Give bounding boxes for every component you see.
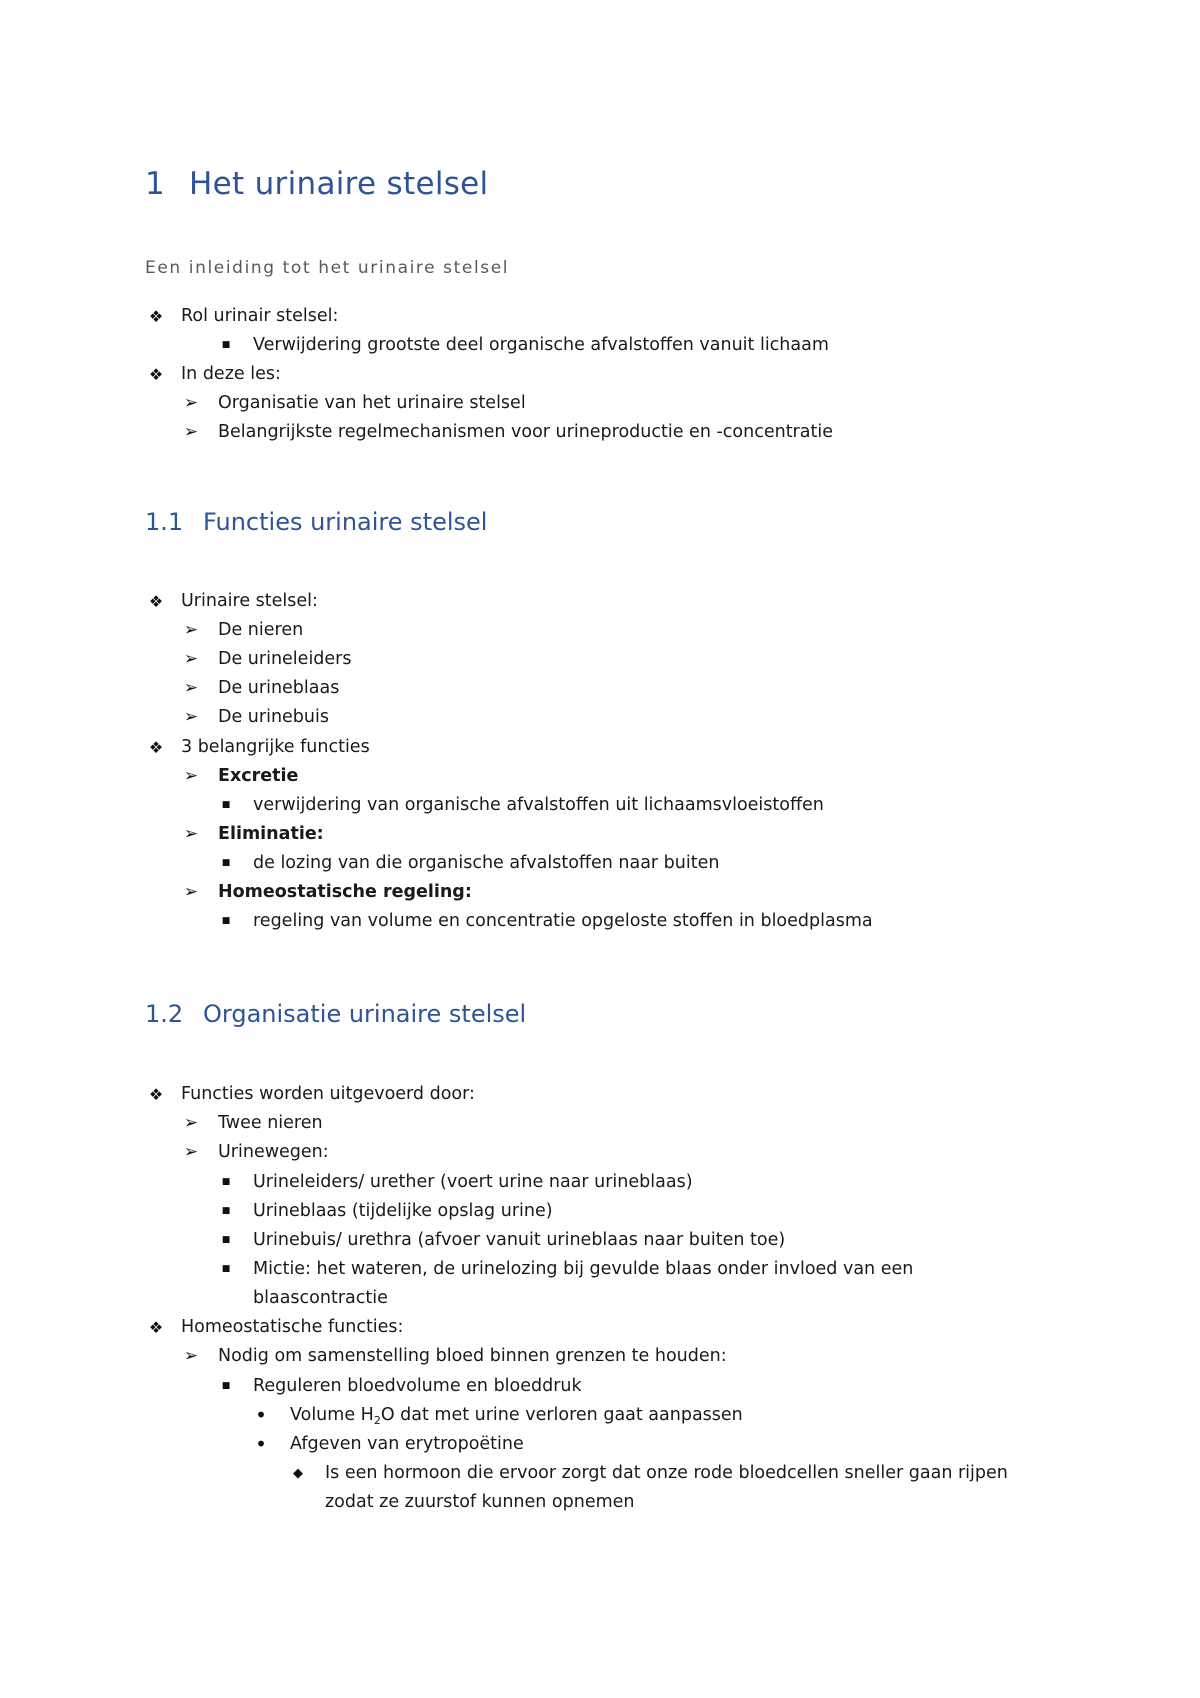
list-item-text: Urinebuis/ urethra (afvoer vanuit urineblaas naar buiten toe) (253, 1230, 786, 1250)
chapter-number: 1 (145, 166, 166, 202)
subscript-two: 2 (373, 1414, 381, 1427)
square-bullet-icon: ■ (221, 1264, 231, 1274)
square-bullet-icon: ■ (221, 1381, 231, 1391)
volume-text-end: O dat met urine verloren gaat aanpassen (380, 1405, 743, 1425)
list-item-text: Functies worden uitgevoerd door: (181, 1084, 475, 1104)
section-number: 1.2 (145, 1000, 184, 1028)
diamond-bullet-icon: ◆ (293, 1466, 303, 1481)
square-bullet-icon: ■ (221, 1206, 231, 1216)
square-bullet-icon: ■ (221, 340, 231, 350)
list-item-text: Homeostatische functies: (181, 1317, 404, 1337)
list-item-text: De nieren (218, 620, 304, 640)
list-item-text: regeling van volume en concentratie opgeloste stoffen in bloedplasma (253, 911, 873, 931)
arrow-bullet-icon: ➢ (183, 882, 199, 902)
section-heading (145, 508, 487, 536)
list-item-text: Verwijdering grootste deel organische afvalstoffen vanuit lichaam (253, 335, 829, 355)
list-item-text: Belangrijkste regelmechanismen voor urineproductie en -concentratie (218, 422, 833, 442)
square-bullet-icon: ■ (221, 800, 231, 810)
list-item-text: Homeostatische regeling: (218, 882, 472, 902)
square-bullet-icon: ■ (221, 858, 231, 868)
list-item-text: De urineblaas (218, 678, 340, 698)
list-item-text: zodat ze zuurstof kunnen opnemen (325, 1492, 635, 1512)
arrow-bullet-icon: ➢ (183, 1346, 199, 1366)
volume-text-start: Volume H (290, 1405, 374, 1425)
list-item-text: Afgeven van erytropoëtine (290, 1434, 524, 1454)
list-item-text: Reguleren bloedvolume en bloeddruk (253, 1376, 582, 1396)
list-item-text: Urineblaas (tijdelijke opslag urine) (253, 1201, 553, 1221)
square-bullet-icon: ■ (221, 1177, 231, 1187)
star-bullet-icon: ❖ (148, 592, 164, 611)
section-title: Functies urinaire stelsel (203, 508, 488, 536)
star-bullet-icon: ❖ (148, 1318, 164, 1337)
section-heading (145, 1000, 526, 1028)
dot-bullet-icon: • (255, 1403, 267, 1427)
chapter-title: Het urinaire stelsel (189, 166, 489, 202)
list-item-text: Rol urinair stelsel: (181, 306, 339, 326)
list-item-text: De urineleiders (218, 649, 352, 669)
chapter-heading (145, 166, 488, 202)
arrow-bullet-icon: ➢ (183, 1142, 199, 1162)
list-item-text: Urinaire stelsel: (181, 591, 318, 611)
section-number: 1.1 (145, 508, 184, 536)
list-item-text: blaascontractie (253, 1288, 388, 1308)
list-item-text: verwijdering van organische afvalstoffen uit lichaamsvloeistoffen (253, 795, 824, 815)
arrow-bullet-icon: ➢ (183, 620, 199, 640)
list-item-text: In deze les: (181, 364, 281, 384)
star-bullet-icon: ❖ (148, 365, 164, 384)
list-item-text: Urineleiders/ urether (voert urine naar urineblaas) (253, 1172, 693, 1192)
list-item-text: Mictie: het wateren, de urinelozing bij gevulde blaas onder invloed van een (253, 1259, 914, 1279)
list-item-text: Excretie (218, 766, 299, 786)
list-item-text: Is een hormoon die ervoor zorgt dat onze rode bloedcellen sneller gaan rijpen (325, 1463, 1008, 1483)
list-item-text: Urinewegen: (218, 1142, 329, 1162)
star-bullet-icon: ❖ (148, 307, 164, 326)
list-item-text: 3 belangrijke functies (181, 737, 370, 757)
intro-subtitle: Een inleiding tot het urinaire stelsel (145, 258, 510, 278)
list-item-text: Eliminatie: (218, 824, 324, 844)
square-bullet-icon: ■ (221, 916, 231, 926)
arrow-bullet-icon: ➢ (183, 678, 199, 698)
star-bullet-icon: ❖ (148, 738, 164, 757)
arrow-bullet-icon: ➢ (183, 1113, 199, 1133)
star-bullet-icon: ❖ (148, 1085, 164, 1104)
arrow-bullet-icon: ➢ (183, 707, 199, 727)
square-bullet-icon: ■ (221, 1235, 231, 1245)
arrow-bullet-icon: ➢ (183, 824, 199, 844)
arrow-bullet-icon: ➢ (183, 766, 199, 786)
list-item-text: Nodig om samenstelling bloed binnen grenzen te houden: (218, 1346, 727, 1366)
list-item-text: de lozing van die organische afvalstoffen naar buiten (253, 853, 720, 873)
arrow-bullet-icon: ➢ (183, 422, 199, 442)
dot-bullet-icon: • (255, 1432, 267, 1456)
arrow-bullet-icon: ➢ (183, 393, 199, 413)
arrow-bullet-icon: ➢ (183, 649, 199, 669)
list-item-text: Twee nieren (218, 1113, 323, 1133)
section-title: Organisatie urinaire stelsel (203, 1000, 527, 1028)
list-item-text: Organisatie van het urinaire stelsel (218, 393, 526, 413)
list-item-text: De urinebuis (218, 707, 329, 727)
list-item-text (290, 1401, 743, 1430)
